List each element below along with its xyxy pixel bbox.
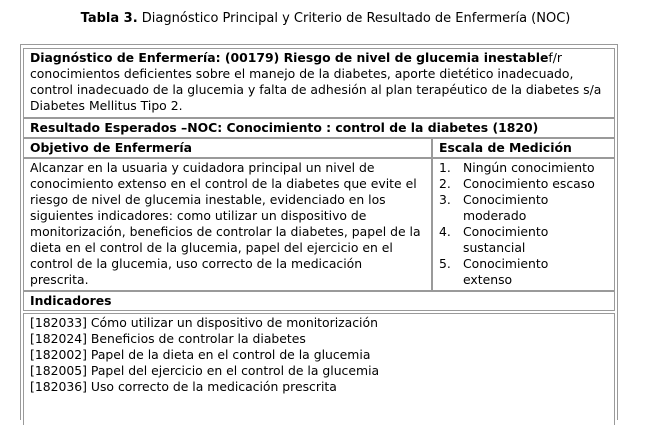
diagnosis-text: f/r conocimientos deficientes sobre el manejo de la diabetes, aporte dietético inadecuado, control inadecuado de la glucemia y falta de adhesión al plan terapéutico de la diabetes s/a Diabetes Mellitus Tipo 2. xyxy=(30,50,602,113)
scale-cell xyxy=(432,158,615,291)
scale-item: 1. Ningún conocimiento xyxy=(439,160,595,175)
scale-header: Escala de Medición xyxy=(432,138,615,158)
objective-text: Alcanzar en la usuaria y cuidadora principal un nivel de conocimiento extenso en el control de la diabetes que evite el riesgo de nivel de glucemia inestable, evidenciado en los siguientes indicadores: como utilizar un dispositivo de monitorización, beneficios de controlar la diabetes, papel de la dieta en el control de la glucemia, papel del ejercicio en el control de la glucemia, uso correcto de la medicación prescrita. xyxy=(23,158,432,291)
caption-label: Tabla 3. xyxy=(80,11,138,26)
indicator-item: [182033] Cómo utilizar un dispositivo de monitorización xyxy=(30,315,378,330)
indicator-item: [182024] Beneficios de controlar la diabetes xyxy=(30,331,306,346)
scale-item: 2. Conocimiento escaso xyxy=(439,176,595,191)
scale-item: 4. Conocimiento sustancial xyxy=(439,224,549,255)
indicator-item: [182005] Papel del ejercicio en el control de la glucemia xyxy=(30,363,380,378)
diagnosis-title: Diagnóstico de Enfermería: (00179) Riesgo de nivel de glucemia inestable xyxy=(30,50,549,65)
diagnosis-cell xyxy=(23,48,615,118)
indicators-list xyxy=(23,313,615,425)
indicator-item: [182036] Uso correcto de la medicación prescrita xyxy=(30,379,337,394)
objective-header: Objetivo de Enfermería xyxy=(23,138,432,158)
scale-item: 3. Conocimiento moderado xyxy=(439,192,549,223)
noc-table xyxy=(20,44,618,420)
caption-text: Diagnóstico Principal y Criterio de Resultado de Enfermería (NOC) xyxy=(141,11,571,26)
table-caption xyxy=(0,10,651,28)
indicators-header: Indicadores xyxy=(23,291,615,311)
result-cell: Resultado Esperados –NOC: Conocimiento : control de la diabetes (1820) xyxy=(23,118,615,138)
scale-item: 5. Conocimiento extenso xyxy=(439,256,549,287)
scale-list xyxy=(439,160,610,288)
indicator-item: [182002] Papel de la dieta en el control de la glucemia xyxy=(30,347,371,362)
